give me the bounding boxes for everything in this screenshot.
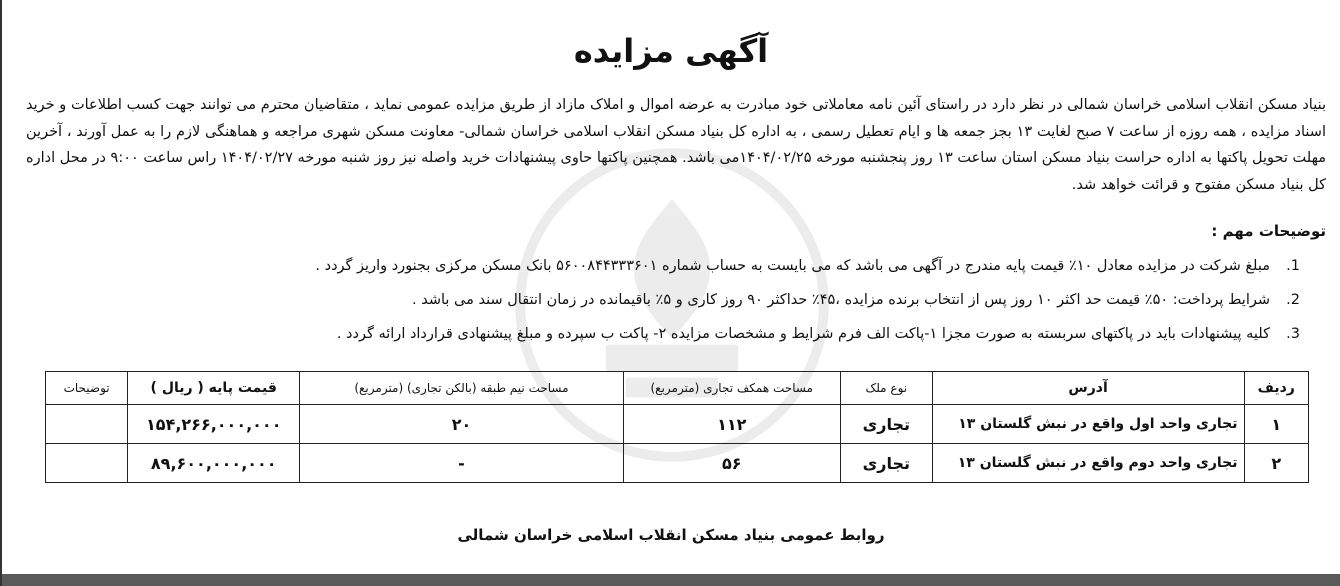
note-number: 1. [1286,258,1300,274]
header-mezzanine-area: مساحت نیم طبقه (بالکن تجاری) (مترمربع) [300,372,623,405]
cell-base-price: ۸۹,۶۰۰,۰۰۰,۰۰۰ [128,444,300,483]
cell-notes [46,405,128,444]
header-notes: توضیحات [46,372,128,405]
bottom-bar [2,574,1340,586]
header-property-type: نوع ملک [840,372,932,405]
cell-property-type: تجاری [840,405,932,444]
notice-body-text: بنیاد مسکن انقلاب اسلامی خراسان شمالی در نظر دارد در راستای آئین نامه معاملاتی خود مبادرت به عرضه اموال و املاک مازاد از طریق مزایده عمومی نماید ، متقاضیان محترم می توانند جهت کسب اطلاعات و خرید اسناد مزایده ، همه روزه از ساعت ۷ صبح لغایت ۱۳ بجز جمعه ها و ایام تعطیل رسمی ، به اداره کل بنیاد مسکن انقلاب اسلامی خراسان شمالی- معاونت مسکن شهری مراجعه و هماهنگی لازم را به عمل آورند ، آخرین مهلت تحویل پاکتها به اداره حراست بنیاد مسکن استان ساعت ۱۳ روز پنجشنبه مورخه ۱۴۰۴/۰۲/۲۵می باشد. همچنین پاکتها حاوی پیشنهادات خرید واصله نیز روز شنبه مورخه ۱۴۰۴/۰۲/۲۷ راس ساعت ۹:۰۰ در محل اداره کل بنیاد مسکن مفتوح و قرائت خواهد شد. [26,97,1327,193]
note-text: شرایط پرداخت: ۵۰٪ قیمت حد اکثر ۱۰ روز پس از انتخاب برنده مزایده ،۴۵٪ حداکثر ۹۰ روز کاری و ۵٪ باقیمانده در زمان انتقال سند می باشد . [412,292,1270,308]
note-number: 2. [1286,292,1300,308]
header-base-price: قیمت پایه ( ریال ) [128,372,300,405]
cell-row-number: ۲ [1244,444,1308,483]
cell-ground-area: ۵۶ [623,444,840,483]
cell-notes [46,444,128,483]
table-header-row [46,372,1309,405]
header-row-number: ردیف [1244,372,1308,405]
note-text: کلیه پیشنهادات باید در پاکتهای سربسته به صورت مجزا ۱-پاکت الف فرم شرایط و مشخصات مزایده ۲- پاکت ب سپرده و مبلغ پیشنهادی قرارداد ارائه گردد . [336,326,1270,342]
table-row [46,444,1309,483]
note-item [60,319,1300,353]
note-item [60,251,1300,285]
header-address: آدرس [932,372,1244,405]
footer-signature: روابط عمومی بنیاد مسکن انقلاب اسلامی خراسان شمالی [457,526,885,544]
cell-mezzanine-area: ۲۰ [300,405,623,444]
cell-property-type: تجاری [840,444,932,483]
cell-address: تجاری واحد دوم واقع در نبش گلستان ۱۳ [932,444,1244,483]
note-item [60,285,1300,319]
cell-base-price: ۱۵۴,۲۶۶,۰۰۰,۰۰۰ [128,405,300,444]
cell-address: تجاری واحد اول واقع در نبش گلستان ۱۳ [932,405,1244,444]
cell-row-number: ۱ [1244,405,1308,444]
note-text: مبلغ شرکت در مزایده معادل ۱۰٪ قیمت پایه مندرج در آگهی می باشد که می بایست به حساب شماره ۵۶۰۰۸۴۴۳۳۳۶۰۱ بانک مسکن مرکزی بجنورد واریز گردد . [315,258,1270,274]
page-title: آگهی مزایده [573,32,769,70]
properties-table [45,371,1309,483]
cell-mezzanine-area: - [300,444,623,483]
notes-list [60,251,1300,353]
notes-heading: توضیحات مهم : [1211,222,1326,240]
header-ground-area: مساحت همکف تجاری (مترمربع) [623,372,840,405]
note-number: 3. [1286,326,1300,342]
cell-ground-area: ۱۱۲ [623,405,840,444]
table-row [46,405,1309,444]
